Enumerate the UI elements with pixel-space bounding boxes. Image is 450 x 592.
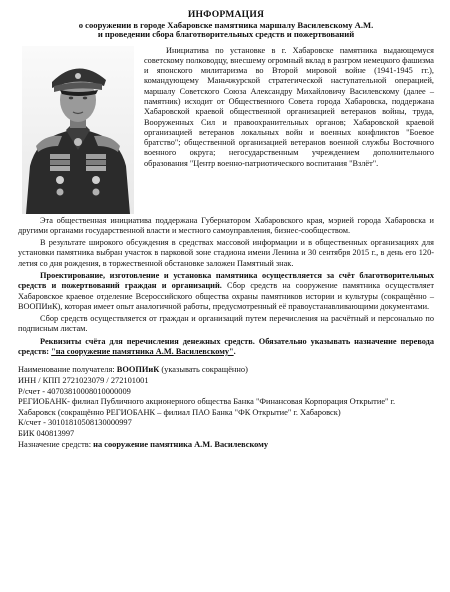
collection-paragraph: Сбор средств осуществляется от граждан и организаций путем перечисления на расчётный и персонально по подписным листам. <box>18 314 434 334</box>
intro-paragraph: Инициатива по установке в г. Хабаровске памятника выдающемуся советскому полководцу, внесшему огромный вклад в разгром немецкого фашизма и японского милитаризма во Второй мировой войне (1941-1945 гг.), командующему Маньчжурской стратегической наступательной операцией, маршалу Советского Союза Александру Михайловичу Василевскому (далее – памятник) исходит от Общественного Совета города Хабаровска, поддержана Хабаровской краевой общественной организацией ветеранов войны, труда, Вооруженных Сил и правоохранительных органов; Хабаровской краевой организацией ветеранов локальных войн и военных конфликтов "Боевое братство"; общественной организацией ветеранов военной службы Восточного военного округа; негосударственным учреждением дополнительного образования "Центр военно-патриотического воспитания "Взлёт". <box>144 45 434 168</box>
document-subtitle <box>28 21 424 40</box>
subtitle-line-2: и проведении сбора благотворительных средств и пожертвований <box>97 29 355 39</box>
design-paragraph <box>18 271 434 312</box>
result-paragraph: В результате широкого обсуждения в средствах массовой информации и в общественных организациях для установки памятника выбран участок в парковой зоне стадиона имени Ленина и 30 сентября 2015 г., в день его 120-летия со дня рождения, в торжественной обстановке заложен Памятный знак. <box>18 238 434 268</box>
subtitle-line-1: о сооружении в городе Хабаровске памятника маршалу Василевскому А.М. <box>78 19 374 30</box>
inn-kpp-line: ИНН / КПП 2721023079 / 272101001 <box>18 375 149 385</box>
recipient-label: Наименование получателя: <box>18 365 117 375</box>
recipient-line <box>18 365 434 376</box>
requisites-purpose: "на сооружение памятника А.М. Василевскому" <box>51 347 234 357</box>
requisites-heading <box>18 337 434 358</box>
bik-line: БИК 040813997 <box>18 428 75 438</box>
bank-line: РЕГИОБАНК- филиал Публичного акционерного общества Банка "Финансовая Корпорация Открытие" г. Хабаровск (сокращённо РЕГИОБАНК – филиал ПАО Банка "ФК Открытие" г. Хабаровск) <box>18 397 396 417</box>
portrait-photo <box>22 46 134 214</box>
bank-requisites <box>18 365 434 450</box>
design-bold-text: Проектирование, изготовление и установка памятника осуществляется за счёт благотворительных средств и пожертвований граждан и организаций. <box>18 270 434 291</box>
design-rest-text: Сбор средств на сооружение памятника осуществляет Хабаровское краевое отделение Всероссийского общества охраны памятников истории и культуры (сокращённо – ВООПИиК), которая имеет опыт аналогичной работы, предусмотренный её правоустанавливающими документами. <box>18 281 434 311</box>
recipient-note: (указывать сокращённо) <box>159 365 248 375</box>
intro-section <box>18 46 434 170</box>
recipient-value: ВООПИиК <box>116 365 160 375</box>
purpose-line <box>18 440 434 451</box>
support-paragraph: Эта общественная инициатива поддержана Губернатором Хабаровского края, мэрией города Хабаровска и другими органами государственной власти и местного самоуправления, бизнес-сообществом. <box>18 215 434 235</box>
account-line: Р/счет - 40703810008010000009 <box>18 386 131 396</box>
marshal-portrait <box>22 46 134 214</box>
corr-account-line: К/счет - 30101810508130000997 <box>18 418 132 428</box>
requisites-heading-text: Реквизиты счёта для перечисления денежных средств. Обязательно указывать назначение перевода средств: <box>18 336 434 357</box>
requisites-period: . <box>233 347 236 357</box>
purpose-label: Назначение средств: <box>18 439 94 449</box>
document-title: ИНФОРМАЦИЯ <box>187 9 265 20</box>
purpose-value: на сооружение памятника А.М. Василевскому <box>93 439 269 449</box>
